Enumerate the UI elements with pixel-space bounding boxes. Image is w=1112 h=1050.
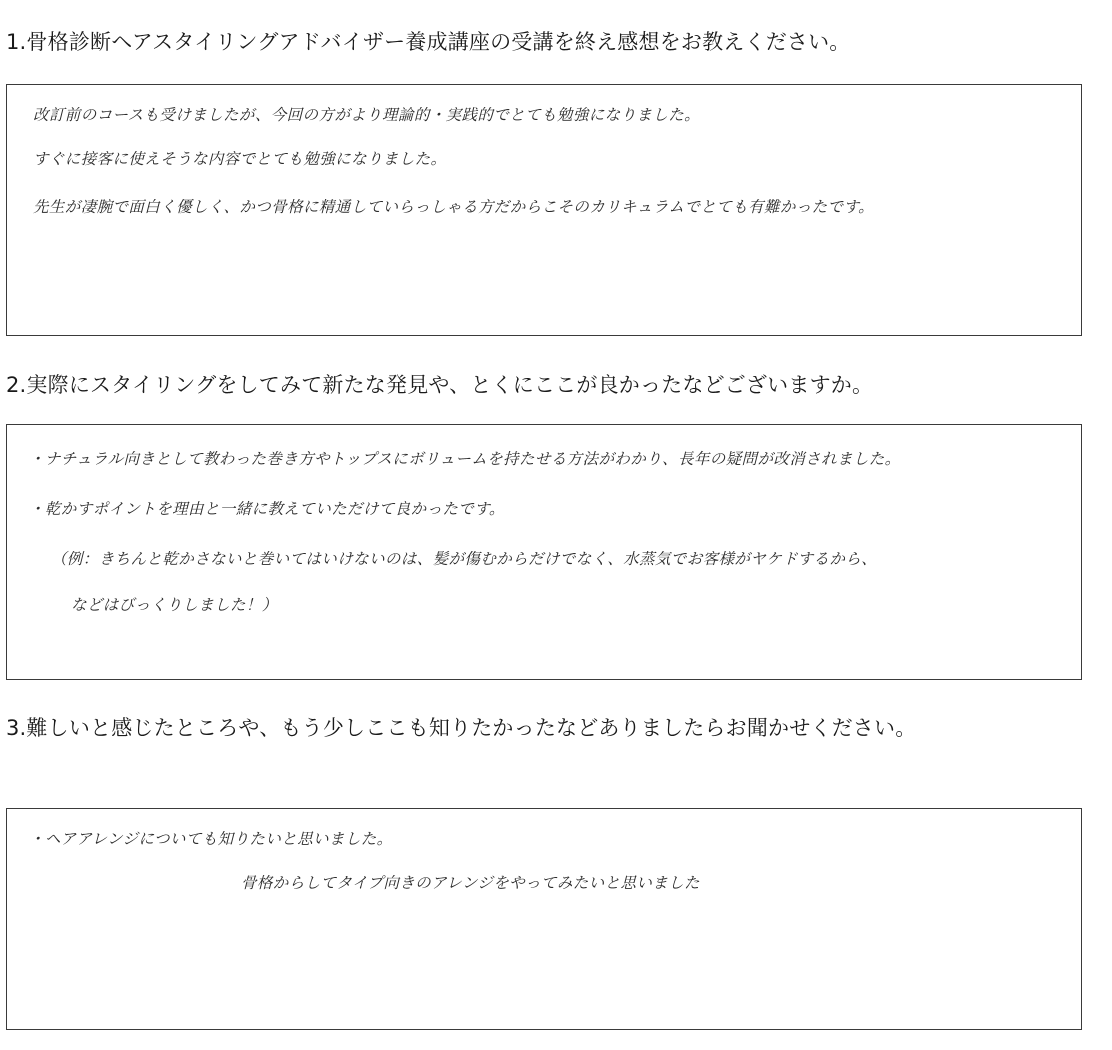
- answer-2-line-3: （例：きちんと乾かさないと巻いてはいけないのは、髪が傷むからだけでなく、水蒸気でお客様がヤケドするから、: [51, 550, 878, 568]
- answer-box-1: [6, 84, 1082, 336]
- answer-box-3: [6, 808, 1082, 1030]
- question-2-label: 2.実際にスタイリングをしてみて新たな発見や、とくにここが良かったなどございますか。: [6, 373, 874, 397]
- question-1-label: 1.骨格診断ヘアスタイリングアドバイザー養成講座の受講を終え感想をお教えください。: [6, 30, 851, 54]
- answer-box-2: [6, 424, 1082, 680]
- answer-1-line-1: 改訂前のコースも受けましたが、今回の方がより理論的・実践的でとても勉強になりました。: [33, 106, 701, 124]
- answer-1-line-3: 先生が凄腕で面白く優しく、かつ骨格に精通していらっしゃる方だからこそのカリキュラムでとても有難かったです。: [33, 198, 874, 216]
- answer-1-line-2: すぐに接客に使えそうな内容でとても勉強になりました。: [33, 150, 447, 168]
- answer-2-line-1: ・ナチュラル向きとして教わった巻き方やトップスにボリュームを持たせる方法がわかり、長年の疑問が改消されました。: [29, 450, 901, 468]
- answer-2-line-2: ・乾かすポイントを理由と一緒に教えていただけて良かったです。: [29, 500, 505, 518]
- answer-3-line-2: 骨格からしてタイプ向きのアレンジをやってみたいと思いました: [241, 874, 700, 892]
- question-3-label: 3.難しいと感じたところや、もう少しここも知りたかったなどありましたらお聞かせください。: [6, 716, 917, 740]
- answer-3-line-1: ・ヘアアレンジについても知りたいと思いました。: [29, 830, 393, 848]
- answer-2-line-4: などはびっくりしました！）: [71, 596, 278, 614]
